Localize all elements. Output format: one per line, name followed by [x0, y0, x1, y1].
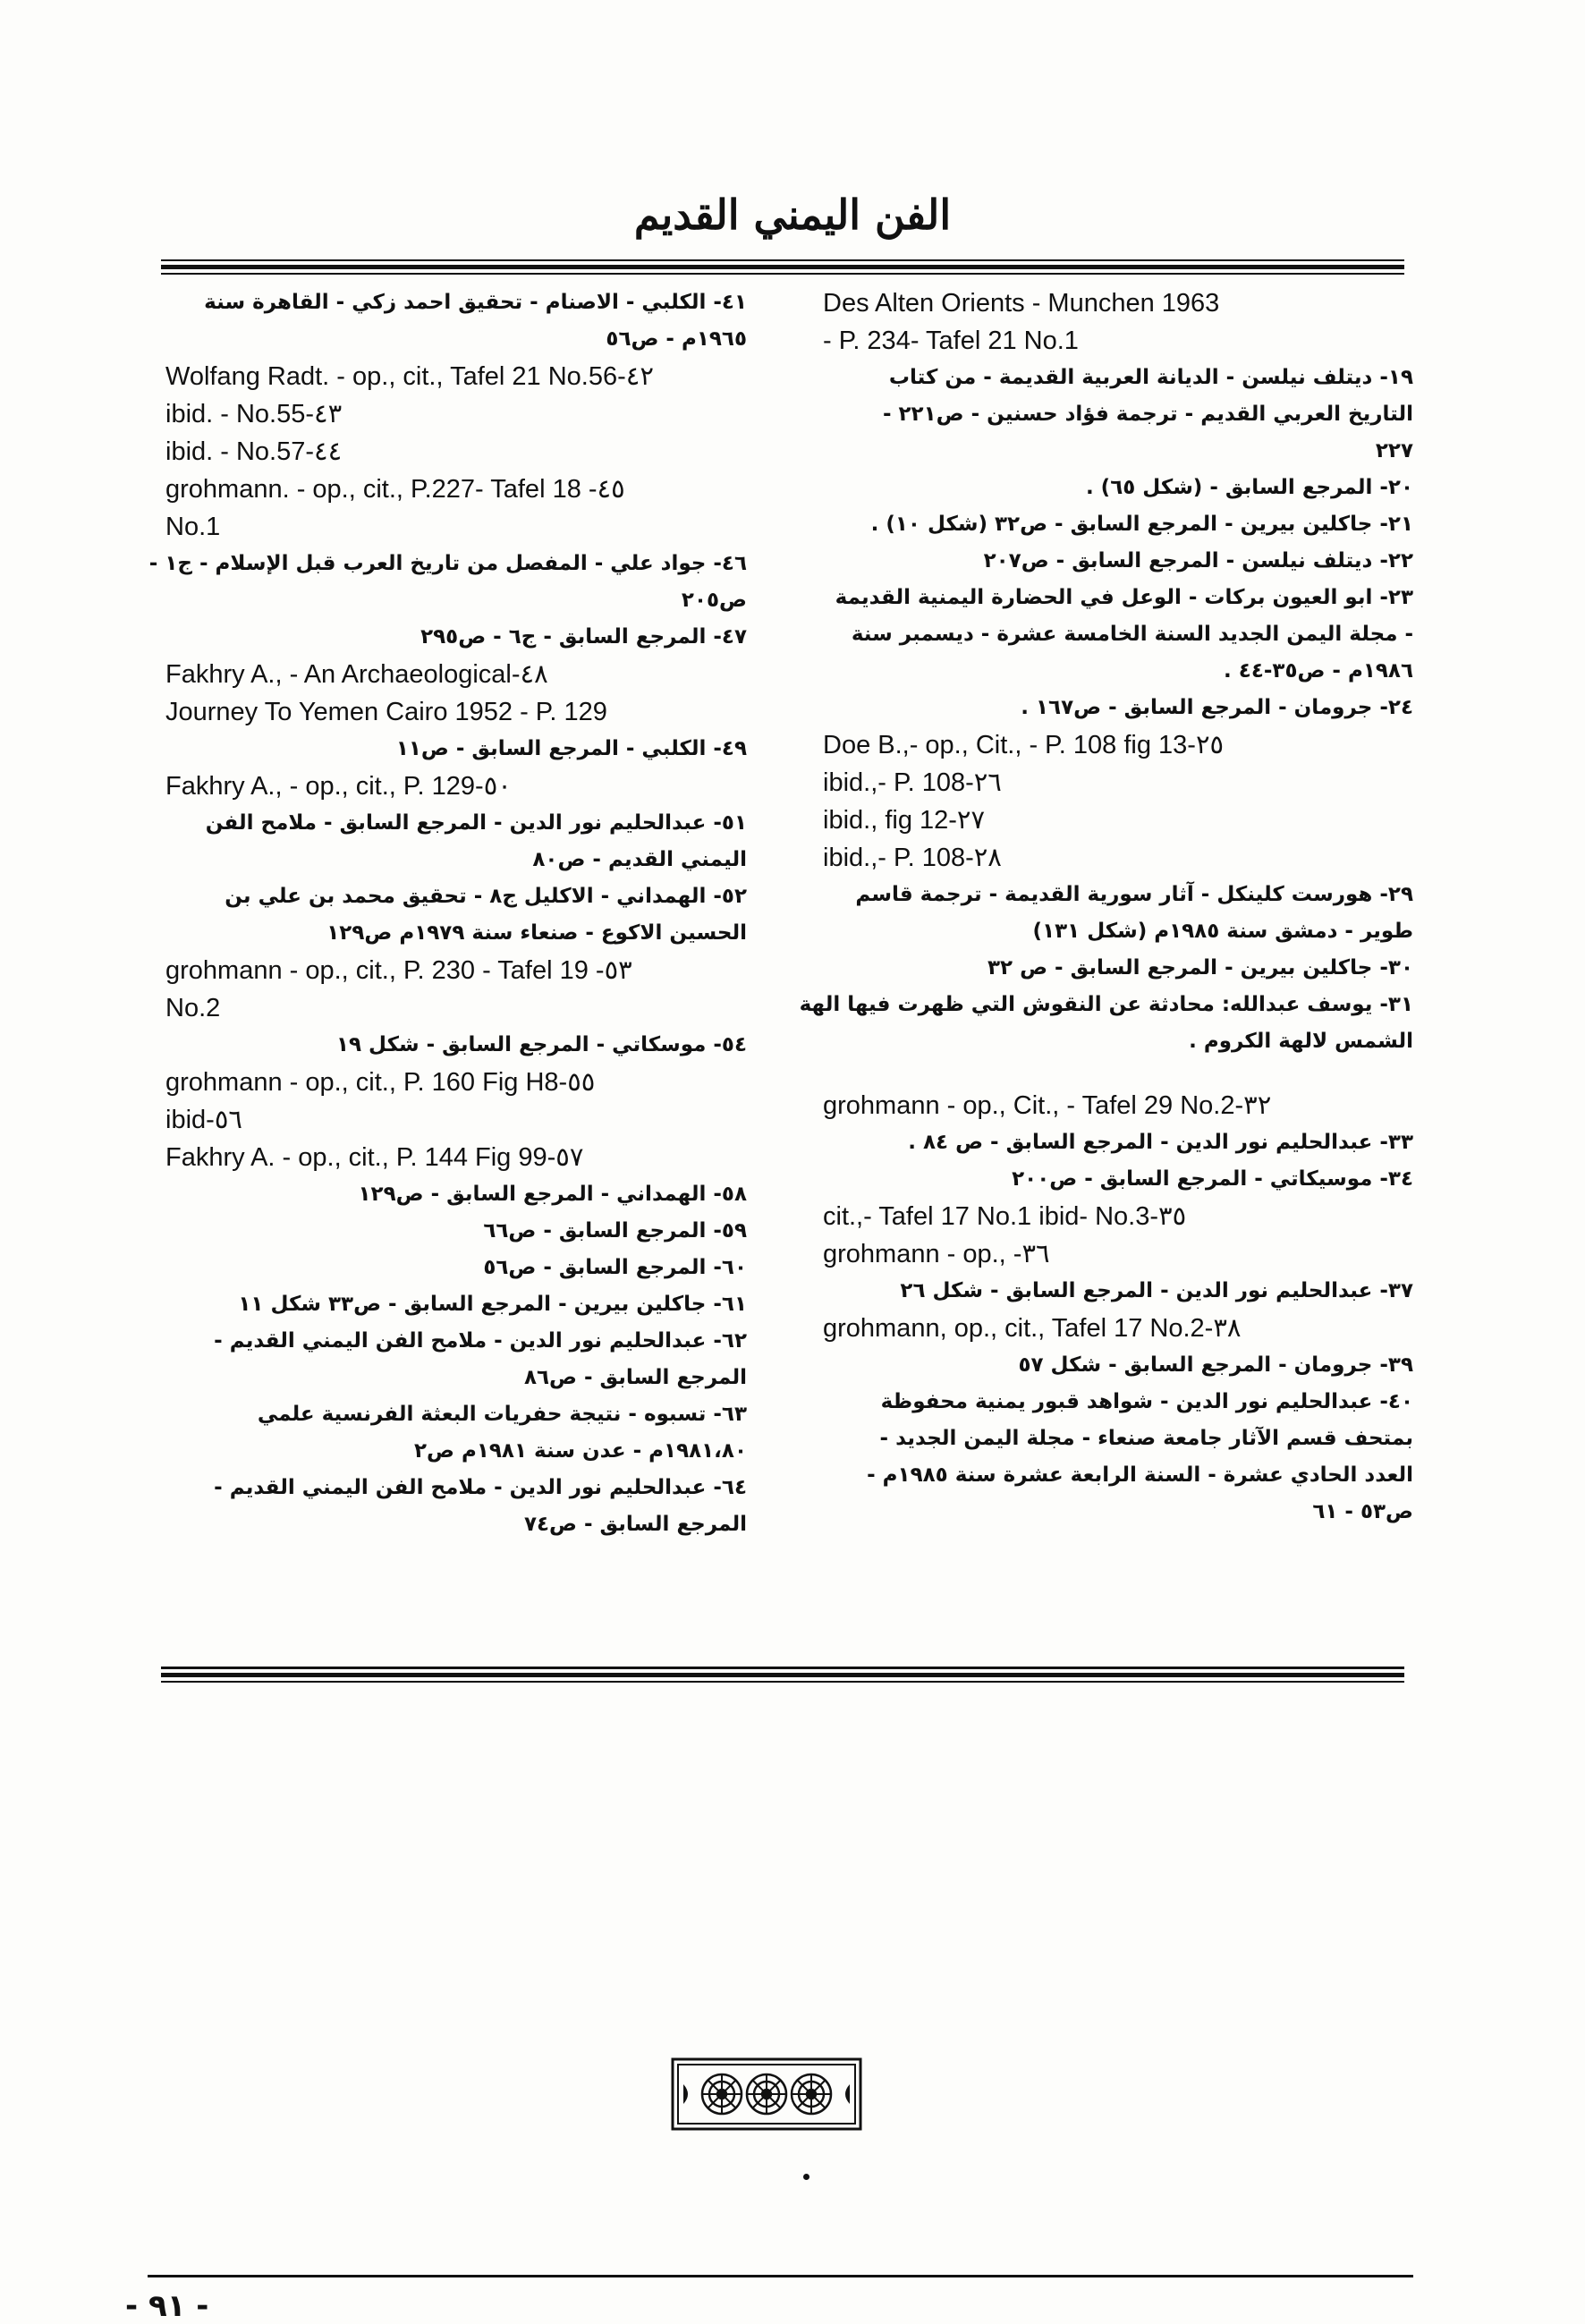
- footnote-left-line: No.2: [165, 994, 221, 1022]
- footnote-right-line: ٤٠- عبدالحليم نور الدين - شواهد قبور يمنية محفوظة: [880, 1390, 1413, 1413]
- footnote-right-line: ٣٠- جاكلين بيرين - المرجع السابق - ص ٣٢: [987, 956, 1413, 980]
- footnote-left-line: ibid-٥٦: [165, 1106, 242, 1134]
- footnote-left-line: اليمني القديم - ص٨٠: [532, 848, 747, 871]
- footnote-right-line: ٣٩- جرومان - المرجع السابق - شكل ٥٧: [1018, 1353, 1413, 1377]
- footnote-right-line: التاريخ العربي القديم - ترجمة فؤاد حسنين - ص٢٢١ -: [882, 403, 1413, 426]
- footnote-right-line: ٢٢٧: [1375, 439, 1413, 462]
- footnote-right-line: ٢١- جاكلين بيرين - المرجع السابق - ص٣٢ (شكل ١٠) .: [870, 513, 1413, 536]
- footnote-left-line: ١٩٨١،٨٠م - عدن سنة ١٩٨١م ص٢: [414, 1439, 747, 1463]
- footnote-left-line: ibid. - No.55-٤٣: [165, 400, 343, 428]
- spacer: [823, 1060, 1413, 1087]
- footnote-right-line: ٢٩- هورست كلينكل - آثار سورية القديمة - ترجمة قاسم: [855, 883, 1413, 906]
- footnote-right-line: ibid., fig 12-٢٧: [823, 806, 986, 835]
- footnotes-left-column: [148, 284, 747, 1543]
- footnote-left-line: Journey To Yemen Cairo 1952 - P. 129: [165, 698, 607, 726]
- footnote-left-line: ٤١- الكلبي - الاصنام - تحقيق احمد زكي - القاهرة سنة: [204, 291, 747, 314]
- footnote-right-line: ٣٤- موسيكاتي - المرجع السابق - ص٢٠٠: [1012, 1167, 1413, 1191]
- footnote-right-line: ٢٣- ابو العيون بركات - الوعل في الحضارة اليمنية القديمة: [835, 586, 1413, 609]
- footnote-left-line: ٦١- جاكلين بيرين - المرجع السابق - ص٣٣ شكل ١١: [238, 1293, 747, 1316]
- decorative-ornament-icon: [671, 2057, 862, 2131]
- footnotes-right-column: [799, 284, 1413, 1531]
- header-rule-bottom: [161, 273, 1404, 275]
- footnote-left-line: grohmann - op., cit., P. 230 - Tafel 19 -٥٣: [165, 956, 632, 985]
- footnote-left-line: ٦٤- عبدالحليم نور الدين - ملامح الفن اليمني القديم -: [214, 1476, 747, 1499]
- footnote-left-line: ٦٣- تسبوه - نتيجة حفريات البعثة الفرنسية علمي: [257, 1403, 747, 1426]
- footnote-right-line: Doe B.,- op., Cit., - P. 108 fig 13-٢٥: [823, 731, 1225, 759]
- footnote-right-line: - مجلة اليمن الجديد السنة الخامسة عشرة - ديسمبر سنة: [851, 623, 1413, 646]
- footnote-right-line: ibid.,- P. 108-٢٨: [823, 844, 1002, 872]
- footnote-left-line: grohmann. - op., cit., P.227- Tafel 18 -٤٥: [165, 475, 625, 504]
- footnote-right-line: ٢٠- المرجع السابق - (شكل ٦٥) .: [1085, 476, 1413, 499]
- footnote-right-line: ٣٧- عبدالحليم نور الدين - المرجع السابق - شكل ٢٦: [900, 1279, 1413, 1302]
- footnote-right-line: طوير - دمشق سنة ١٩٨٥م (شكل ١٣١): [1032, 920, 1413, 943]
- footnote-left-line: ٦٠- المرجع السابق - ص٥٦: [483, 1256, 747, 1279]
- page-title: الفن اليمني القديم: [633, 191, 952, 239]
- footer-rule-bottom: [161, 1681, 1404, 1683]
- footnote-right-line: الشمس لالهة الكروم .: [1189, 1030, 1413, 1053]
- footnote-left-line: ٥١- عبدالحليم نور الدين - المرجع السابق - ملامح الفن: [205, 811, 747, 835]
- footnote-left-line: ٦٢- عبدالحليم نور الدين - ملامح الفن اليمني القديم -: [214, 1329, 747, 1353]
- footnote-left-line: Fakhry A. - op., cit., P. 144 Fig 99-٥٧: [165, 1143, 584, 1172]
- footnote-right-line: ٣٣- عبدالحليم نور الدين - المرجع السابق - ص ٨٤ .: [908, 1131, 1413, 1154]
- footnote-left-line: ٥٢- الهمداني - الاكليل ج٨ - تحقيق محمد بن علي بن: [225, 885, 747, 908]
- footnote-left-line: No.1: [165, 513, 221, 541]
- page-number: - ٩١ -: [125, 2288, 209, 2324]
- footnote-right-line: بمتحف قسم الآثار جامعة صنعاء - مجلة اليمن الجديد -: [879, 1427, 1413, 1450]
- footnote-left-line: grohmann - op., cit., P. 160 Fig H8-٥٥: [165, 1068, 596, 1097]
- footnote-left-line: ibid. - No.57-٤٤: [165, 437, 343, 466]
- footnote-left-line: ٤٦- جواد علي - المفصل من تاريخ العرب قبل الإسلام - ج١ -: [148, 552, 747, 575]
- footnote-left-line: ١٩٦٥م - ص٥٦: [606, 327, 747, 351]
- footnote-left-line: المرجع السابق - ص٧٤: [523, 1513, 747, 1536]
- footnote-right-line: grohmann, op., cit., Tafel 17 No.2-٣٨: [823, 1314, 1242, 1343]
- footnote-right-line: ١٩- ديتلف نيلسن - الديانة العربية القديمة - من كتاب: [888, 366, 1413, 389]
- footnote-left-line: Wolfang Radt. - op., cit., Tafel 21 No.56-٤٢: [165, 362, 654, 391]
- header-rule-thick: [161, 265, 1404, 269]
- footnote-right-line: ibid.,- P. 108-٢٦: [823, 768, 1002, 797]
- footnote-left-line: المرجع السابق - ص٨٦: [523, 1366, 747, 1389]
- footnote-left-line: ٤٧- المرجع السابق - ج٦ - ص٢٩٥: [420, 625, 747, 649]
- header-rule-thin: [161, 259, 1404, 261]
- footnote-right-line: ٢٤- جرومان - المرجع السابق - ص١٦٧ .: [1021, 696, 1413, 719]
- footnote-right-line: ١٩٨٦م - ص٣٥-٤٤ .: [1224, 659, 1413, 683]
- footnote-right-line: ٢٢- ديتلف نيلسن - المرجع السابق - ص٢٠٧: [983, 549, 1413, 573]
- footnote-left-line: ص٢٠٥: [681, 589, 747, 612]
- page-number-rule: [148, 2275, 1413, 2277]
- footnote-left-line: ٤٩- الكلبي - المرجع السابق - ص١١: [395, 737, 747, 760]
- footnote-right-line: grohmann - op., Cit., - Tafel 29 No.2-٣٢: [823, 1091, 1272, 1120]
- footnote-left-line: ٥٤- موسكاتي - المرجع السابق - شكل ١٩: [335, 1033, 747, 1056]
- footnote-left-line: ٥٨- الهمداني - المرجع السابق - ص١٢٩: [358, 1183, 747, 1206]
- footnote-right-line: grohmann - op., -٣٦: [823, 1240, 1050, 1268]
- footnote-right-line: Des Alten Orients - Munchen 1963: [823, 289, 1220, 318]
- footnote-right-line: ص٥٣ - ٦١: [1312, 1500, 1413, 1523]
- footnote-right-line: ٣١- يوسف عبدالله: محادثة عن النقوش التي ظهرت فيها الهة: [799, 993, 1413, 1016]
- decorative-dot: [803, 2174, 809, 2180]
- footnote-left-line: الحسين الاكوع - صنعاء سنة ١٩٧٩م ص١٢٩: [326, 921, 747, 945]
- footer-rule-thick: [161, 1673, 1404, 1677]
- footnote-right-line: - P. 234- Tafel 21 No.1: [823, 327, 1079, 355]
- footnote-right-line: العدد الحادي عشرة - السنة الرابعة عشرة سنة ١٩٨٥م -: [867, 1463, 1413, 1487]
- footnote-left-line: Fakhry A., - op., cit., P. 129-٥٠: [165, 772, 512, 801]
- footer-rule-top: [161, 1667, 1404, 1669]
- footnote-left-line: ٥٩- المرجع السابق - ص٦٦: [483, 1219, 747, 1243]
- footnote-right-line: cit.,- Tafel 17 No.1 ibid- No.3-٣٥: [823, 1202, 1187, 1231]
- footnote-left-line: Fakhry A., - An Archaeological-٤٨: [165, 660, 548, 689]
